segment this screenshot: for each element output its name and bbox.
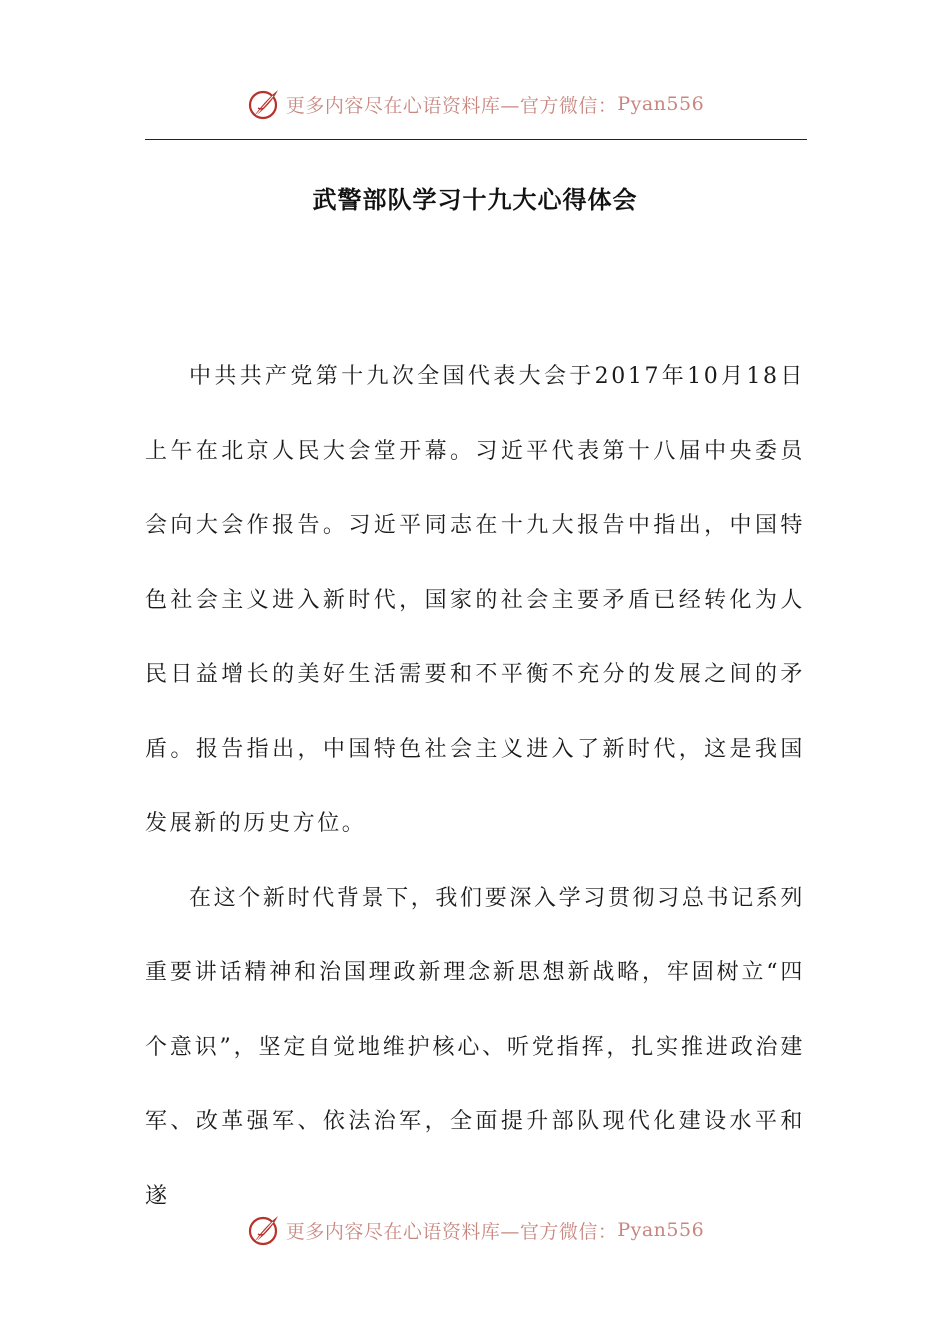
- wechat-handle: Pyan556: [617, 1219, 705, 1241]
- paragraph: 中共共产党第十九次全国代表大会于2017年10月18日上午在北京人民大会堂开幕。习近平代表第十八届中央委员会向大会作报告。习近平同志在十九大报告中指出，中国特色社会主义进入新时代，国家的社会主要矛盾已经转化为人民日益增长的美好生活需要和不平衡不充分的发展之间的矛盾。报告指出，中国特色社会主义进入了新时代，这是我国发展新的历史方位。: [145, 364, 805, 836]
- document-title: 武警部队学习十九大心得体会: [312, 186, 638, 214]
- quill-pen-logo-icon: [246, 86, 282, 122]
- banner-slogan: 更多内容尽在心语资料库—官方微信：: [285, 1220, 618, 1243]
- quill-pen-logo-icon: [246, 1212, 282, 1248]
- footer-banner: [0, 1210, 950, 1250]
- paragraph: 在这个新时代背景下，我们要深入学习贯彻习总书记系列重要讲话精神和治国理政新理念新思想新战略，牢固树立“四个意识”，坚定自觉地维护核心、听党指挥，扎实推进政治建军、改革强军、依法治军，全面提升部队现代化建设水平和遂: [145, 885, 805, 1209]
- wechat-handle: Pyan556: [617, 93, 705, 115]
- banner-slogan: 更多内容尽在心语资料库—官方微信：: [285, 94, 618, 117]
- header-banner: [0, 84, 950, 124]
- header-divider: [145, 139, 807, 140]
- document-body: [145, 340, 805, 1234]
